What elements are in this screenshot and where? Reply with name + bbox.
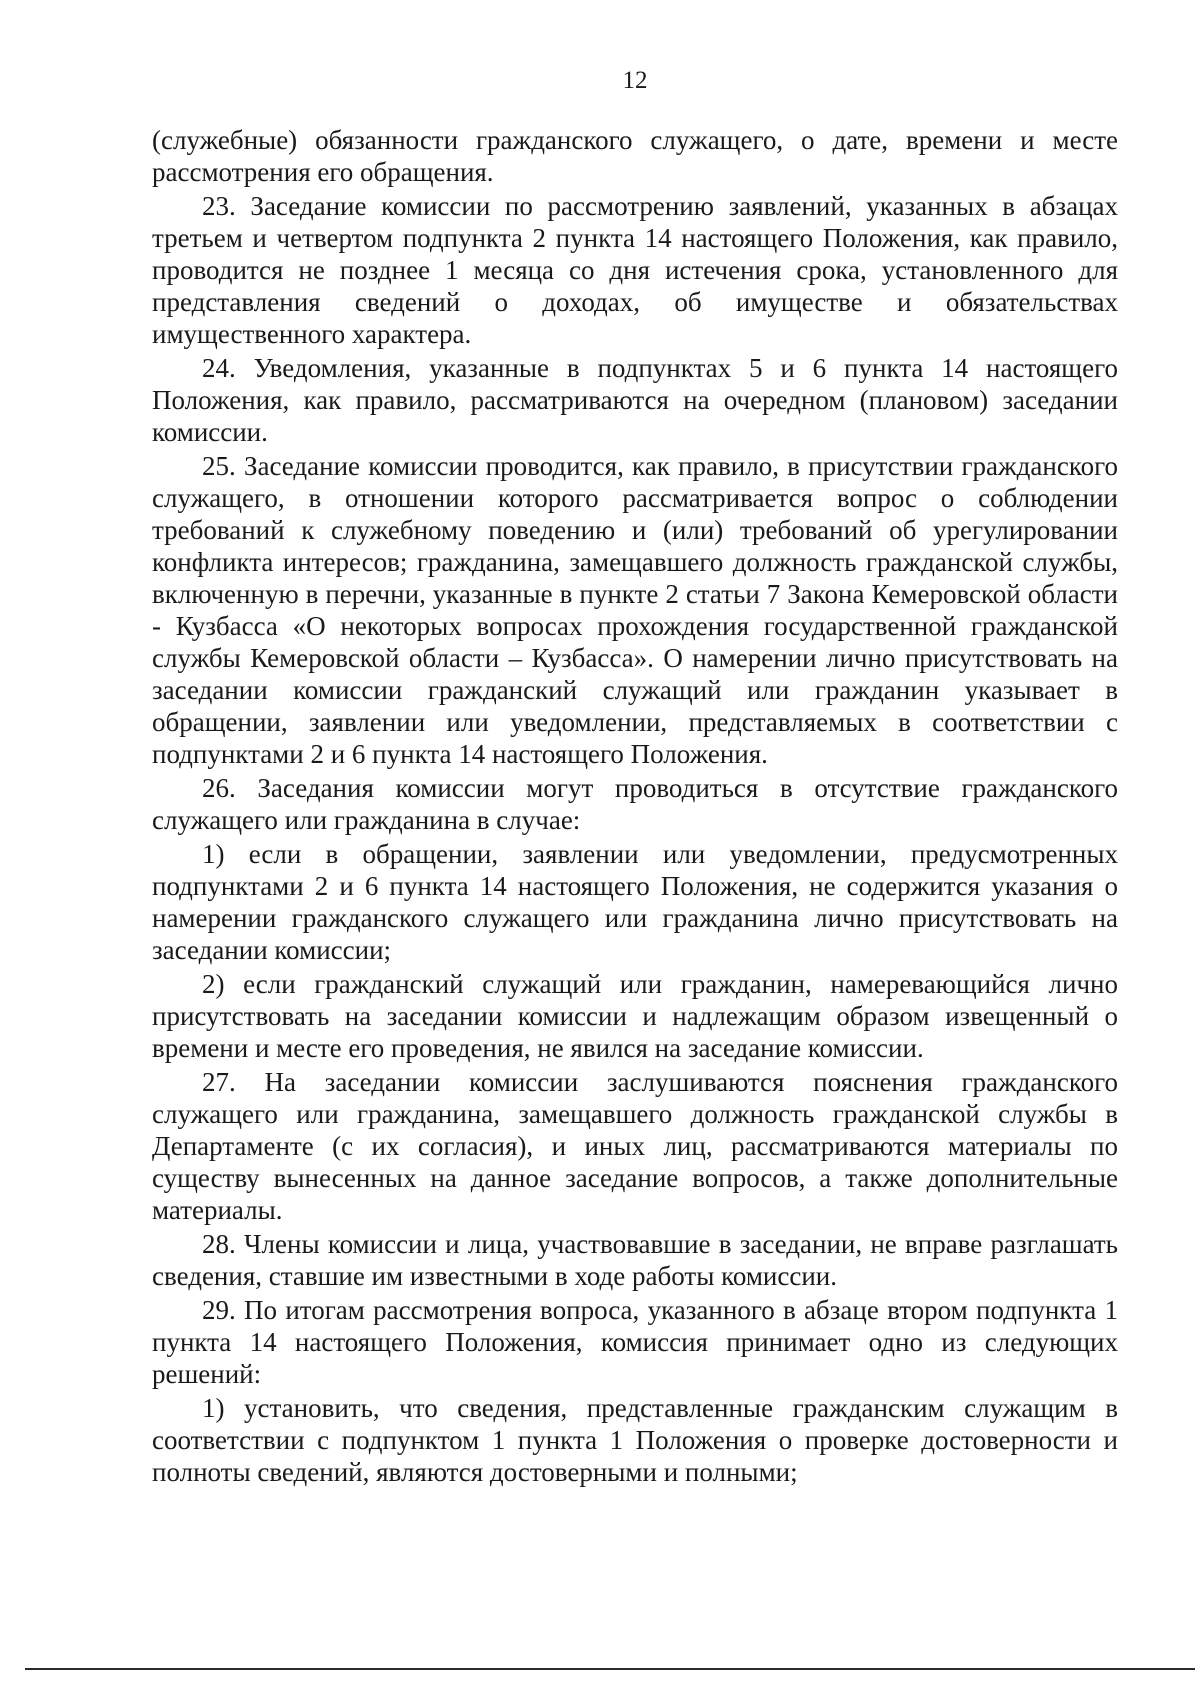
page-number: 12	[622, 67, 648, 94]
paragraph-item-26-sub-1: 1) если в обращении, заявлении или уведомлении, предусмотренных подпунктами 2 и 6 пункта 14 настоящего Положения, не содержится указания о намерении гражданского служащего или гражданина лично присутствовать на заседании комиссии;	[152, 839, 1118, 965]
paragraph-item-23: 23. Заседание комиссии по рассмотрению заявлений, указанных в абзацах третьем и четвертом подпункта 2 пункта 14 настоящего Положения, как правило, проводится не позднее 1 месяца со дня истечения срока, установленного для представления сведений о доходах, об имуществе и обязательствах имущественного характера.	[152, 191, 1118, 349]
paragraph-item-25: 25. Заседание комиссии проводится, как правило, в присутствии гражданского служащего, в отношении которого рассматривается вопрос о соблюдении требований к служебному поведению и (или) требований об урегулировании конфликта интересов; гражданина, замещавшего должность гражданской службы, включенную в перечни, указанные в пункте 2 статьи 7 Закона Кемеровской области - Кузбасса «О некоторых вопросах прохождения государственной гражданской службы Кемеровской области – Кузбасса». О намерении лично присутствовать на заседании комиссии гражданский служащий или гражданин указывает в обращении, заявлении или уведомлении, представляемых в соответствии с подпунктами 2 и 6 пункта 14 настоящего Положения.	[152, 451, 1118, 769]
bottom-divider	[25, 1668, 1195, 1670]
paragraph-item-29: 29. По итогам рассмотрения вопроса, указанного в абзаце втором подпункта 1 пункта 14 настоящего Положения, комиссия принимает одно из следующих решений:	[152, 1295, 1118, 1389]
paragraph-item-26-sub-2: 2) если гражданский служащий или гражданин, намеревающийся лично присутствовать на заседании комиссии и надлежащим образом извещенный о времени и месте его проведения, не явился на заседание комиссии.	[152, 969, 1118, 1063]
document-body	[152, 124, 1118, 1488]
paragraph-continuation: (служебные) обязанности гражданского служащего, о дате, времени и месте рассмотрения его обращения.	[152, 125, 1118, 187]
paragraph-item-29-sub-1: 1) установить, что сведения, представленные гражданским служащим в соответствии с подпунктом 1 пункта 1 Положения о проверке достоверности и полноты сведений, являются достоверными и полными;	[152, 1393, 1118, 1487]
paragraph-item-24: 24. Уведомления, указанные в подпунктах 5 и 6 пункта 14 настоящего Положения, как правило, рассматриваются на очередном (плановом) заседании комиссии.	[152, 353, 1118, 447]
paragraph-item-27: 27. На заседании комиссии заслушиваются пояснения гражданского служащего или гражданина, замещавшего должность гражданской службы в Департаменте (с их согласия), и иных лиц, рассматриваются материалы по существу вынесенных на данное заседание вопросов, а также дополнительные материалы.	[152, 1067, 1118, 1225]
paragraph-item-26: 26. Заседания комиссии могут проводиться в отсутствие гражданского служащего или гражданина в случае:	[152, 773, 1118, 835]
paragraph-item-28: 28. Члены комиссии и лица, участвовавшие в заседании, не вправе разглашать сведения, ставшие им известными в ходе работы комиссии.	[152, 1229, 1118, 1291]
